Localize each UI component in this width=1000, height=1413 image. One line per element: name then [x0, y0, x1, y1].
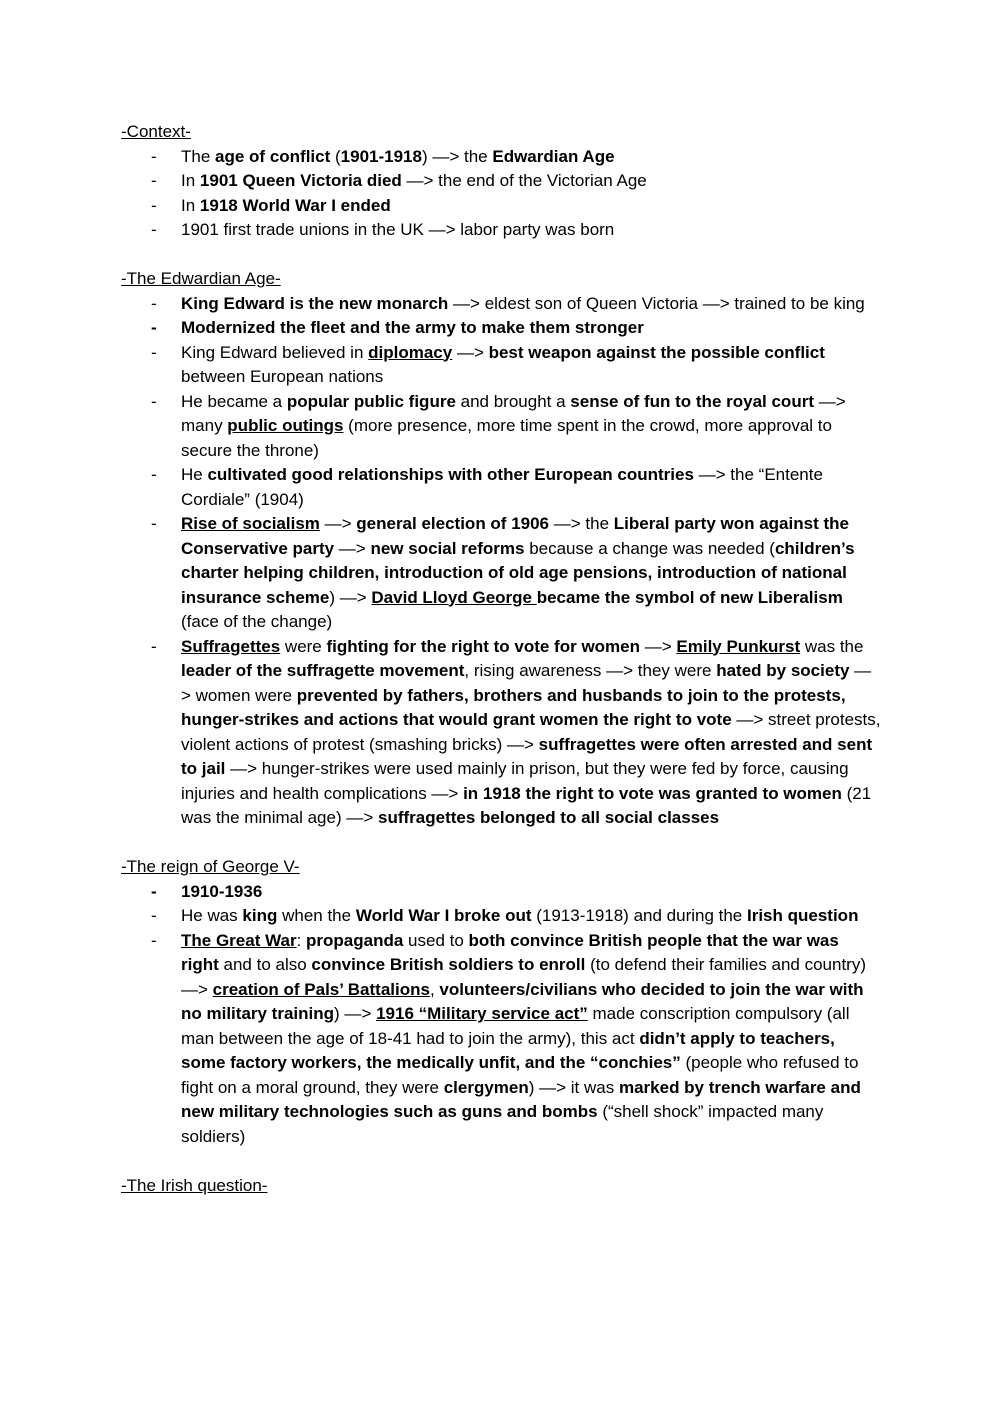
text-run: ) —> the [421, 146, 493, 166]
list-item [121, 341, 881, 390]
bold-text: 1901 Queen Victoria died [199, 171, 402, 190]
underlined-term: public outings [227, 416, 344, 435]
bold-text: Edwardian Age [492, 146, 615, 166]
list-item [121, 463, 881, 512]
bold-text: volunteers/civilians who decided to join the war with no military training [181, 979, 864, 1023]
bold-text [213, 980, 430, 999]
bold-text: general election of 1906 [356, 514, 550, 533]
text-run: (“shell shock” impacted many soldiers) [181, 1102, 824, 1146]
text-run: In [181, 171, 200, 190]
bold-text: convince British soldiers to enroll [311, 955, 586, 974]
text-run: and to also [218, 955, 312, 974]
underlined-term: David Lloyd George [371, 587, 537, 607]
bullet-dash: - [151, 171, 157, 190]
text-run: —> the “Entente Cordiale” (1904) [181, 465, 823, 509]
bullet-dash: - [151, 906, 157, 925]
bold-text: marked by trench warfare and new military technologies such as guns and bombs [181, 1077, 861, 1121]
list-item [121, 194, 881, 219]
text-run: between European nations [181, 367, 384, 386]
text-run: when the [277, 906, 356, 925]
section-heading: -The Edwardian Age- [121, 269, 281, 288]
text-run: (people who refused to fight on a moral ground, they were [181, 1053, 859, 1097]
bullet-list [121, 145, 881, 243]
text-run: —> many [181, 391, 846, 435]
bullet-dash: - [151, 318, 157, 337]
document-page [121, 120, 881, 1223]
underlined-term: Suffragettes [181, 636, 281, 656]
text-run: —> [452, 342, 489, 362]
bold-text: in 1918 the right to vote was granted to women [463, 783, 842, 803]
text-run: was the [800, 636, 864, 656]
bold-text: propaganda [306, 930, 404, 950]
text-run: He [181, 465, 208, 484]
underlined-term: diplomacy [368, 342, 453, 362]
text-run: (face of the change) [181, 612, 333, 631]
bold-text: children’s charter helping children, introduction of old age pensions, introduction of national insurance scheme [181, 538, 855, 607]
bullet-dash: - [151, 342, 157, 362]
bold-text [676, 637, 800, 656]
text-run: because a change was needed ( [524, 538, 775, 558]
bold-text [368, 343, 452, 362]
list-item [121, 929, 881, 1150]
bold-text: prevented by fathers, brothers and husbands to join to the protests, hunger-strikes and actions that would grant women the right to vote [181, 685, 846, 729]
bullet-dash: - [151, 514, 157, 533]
list-item [121, 635, 881, 831]
bold-text: didn’t apply to teachers, some factory workers, the medically unfit, and the “conchies” [181, 1028, 835, 1072]
bullet-dash: - [151, 391, 157, 411]
text-run: and brought a [455, 391, 571, 411]
list-item [121, 880, 881, 905]
bold-text [376, 1004, 588, 1023]
text-run: ( [330, 146, 341, 166]
underlined-term: Emily Punkurst [676, 636, 801, 656]
bold-text: leader of the suffragette movement [181, 661, 465, 680]
bullet-dash: - [151, 881, 157, 901]
section-heading: -The Irish question- [121, 1175, 268, 1195]
bold-text: 1901-1918 [340, 146, 422, 166]
bullet-dash: - [151, 636, 157, 656]
text-run: (to defend their families and country) —> [181, 955, 867, 999]
bullet-dash: - [151, 195, 157, 215]
text-run: —> hunger-strikes were used mainly in prison, but they were fed by force, causing injuries and health complications —> [181, 759, 849, 803]
bullet-list [121, 292, 881, 831]
text-run: —> [640, 636, 677, 656]
text-run: —> eldest son of Queen Victoria —> trained to be king [448, 293, 865, 313]
text-run: He became a [181, 391, 287, 411]
list-item [121, 145, 881, 170]
text-run: (more presence, more time spent in the crowd, more approval to secure the throne) [181, 416, 832, 460]
bullet-dash: - [151, 220, 157, 239]
list-item [121, 390, 881, 464]
bold-text: hated by society [716, 661, 850, 680]
bold-text: King Edward is the new monarch [181, 293, 449, 313]
bold-text: popular public figure [286, 391, 456, 411]
text-run: made conscription compulsory (all man between the age of 18-41 had to join the army), this act [181, 1004, 850, 1048]
bullet-dash: - [151, 146, 157, 166]
underlined-term: 1916 “Military service act” [376, 1004, 588, 1023]
text-run: were [280, 636, 327, 656]
text-run: He was [181, 906, 243, 925]
bold-text: fighting for the right to vote for women [326, 636, 641, 656]
list-item [121, 316, 881, 341]
text-run: 1901 first trade unions in the UK —> labor party was born [181, 220, 615, 239]
text-run: In [181, 195, 200, 215]
bullet-list [121, 880, 881, 1150]
text-run: —> the end of the Victorian Age [401, 171, 647, 190]
text-run: ) —> it was [528, 1077, 619, 1097]
text-run: (21 was the minimal age) —> [181, 783, 872, 827]
text-run: , [429, 979, 440, 999]
bold-text [181, 514, 320, 533]
text-run: The [181, 146, 216, 166]
bold-text: Liberal party won against the Conservative party [181, 514, 849, 558]
section-heading: -The reign of George V- [121, 857, 300, 876]
bold-text [181, 637, 280, 656]
bold-text: both convince British people that the war was right [181, 930, 839, 974]
list-item [121, 169, 881, 194]
bold-text: sense of fun to the royal court [570, 391, 814, 411]
text-run: used to [403, 930, 469, 950]
text-run: —> [334, 538, 371, 558]
bold-text [227, 416, 343, 435]
bold-text: king [242, 906, 278, 925]
bold-text: 1910-1936 [181, 881, 263, 901]
bold-text [181, 931, 297, 950]
list-item [121, 512, 881, 635]
bold-text: 1918 World War I ended [199, 195, 391, 215]
bold-text: clergymen [443, 1077, 529, 1097]
text-run: —> street protests, violent actions of protest (smashing bricks) —> [181, 710, 881, 754]
bold-text: Irish question [747, 906, 859, 925]
list-item [121, 218, 881, 243]
text-run: —> the [549, 514, 614, 533]
bold-text: age of conflict [215, 146, 331, 166]
text-run: ) —> [329, 587, 372, 607]
underlined-term: The Great War [181, 930, 297, 950]
bold-text: suffragettes were often arrested and sent to jail [181, 734, 873, 778]
text-run: (1913-1918) and during the [531, 906, 747, 925]
bold-text: World War I broke out [355, 906, 532, 925]
text-run: —> women were [181, 661, 872, 705]
text-run: , rising awareness —> they were [464, 661, 717, 680]
list-item [121, 904, 881, 929]
bullet-dash: - [151, 465, 157, 484]
section-heading: -Context- [121, 122, 191, 141]
underlined-term: creation of Pals’ Battalions [212, 979, 430, 999]
text-run: King Edward believed in [181, 342, 369, 362]
bullet-dash: - [151, 293, 157, 313]
underlined-term: Rise of socialism [181, 514, 320, 533]
bullet-dash: - [151, 930, 157, 950]
bold-text: cultivated good relationships with other European countries [207, 465, 694, 484]
bold-text: best weapon against the possible conflict [488, 342, 825, 362]
list-item [121, 292, 881, 317]
text-run: : [296, 930, 307, 950]
bold-text: Modernized the fleet and the army to make them stronger [181, 318, 644, 337]
bold-text: new social reforms [370, 538, 525, 558]
text-run: ) —> [334, 1004, 377, 1023]
text-run: —> [319, 514, 357, 533]
bold-text: suffragettes belonged to all social classes [378, 808, 720, 827]
bold-text: became the symbol of new Liberalism [536, 587, 843, 607]
bold-text [371, 588, 536, 607]
